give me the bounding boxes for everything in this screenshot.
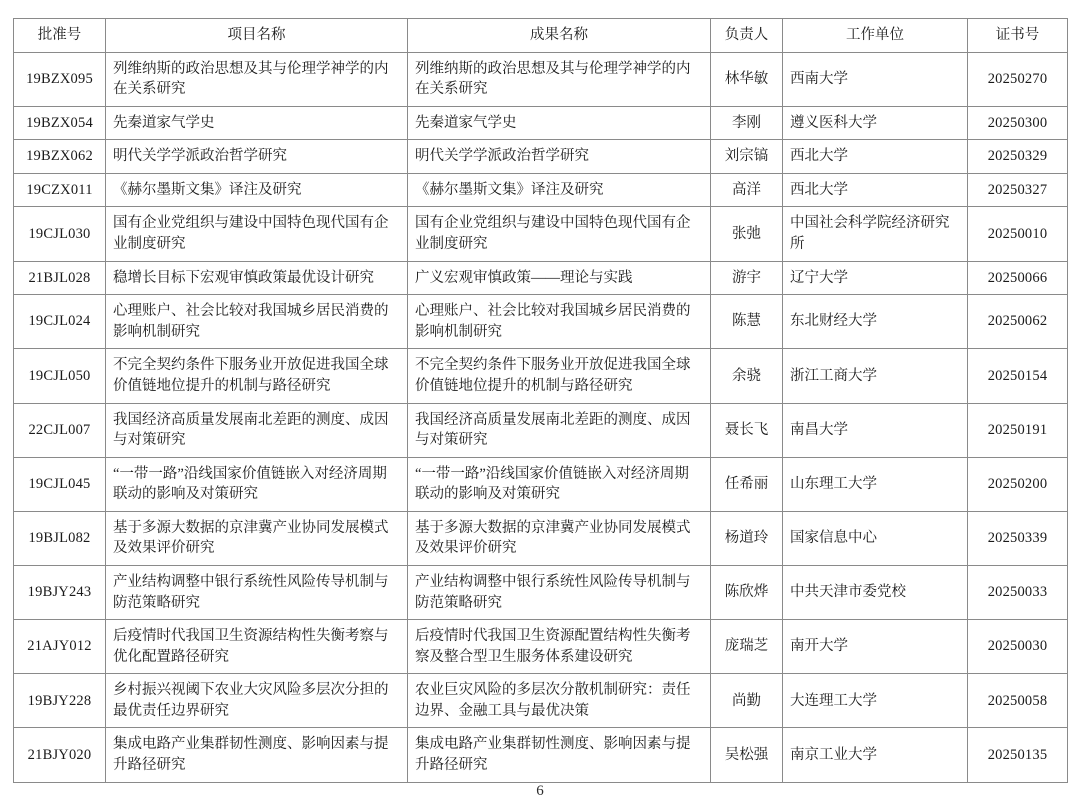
table-row: [14, 511, 1068, 565]
cell-leader: 吴松强: [711, 728, 783, 782]
table-row: [14, 728, 1068, 782]
table-row: [14, 52, 1068, 106]
cell-leader: 庞瑞芝: [711, 620, 783, 674]
cell-cert: 20250329: [968, 140, 1068, 174]
table-row: [14, 457, 1068, 511]
cell-unit: 西北大学: [783, 140, 968, 174]
cell-cert: 20250033: [968, 565, 1068, 619]
cell-unit: 辽宁大学: [783, 261, 968, 295]
cell-unit: 南京工业大学: [783, 728, 968, 782]
cell-result: 农业巨灾风险的多层次分散机制研究：责任边界、金融工具与最优决策: [408, 674, 711, 728]
cell-cert: 20250030: [968, 620, 1068, 674]
table-row: [14, 403, 1068, 457]
cell-leader: 张弛: [711, 207, 783, 261]
cell-unit: 南开大学: [783, 620, 968, 674]
cell-unit: 西北大学: [783, 173, 968, 207]
cell-leader: 高洋: [711, 173, 783, 207]
cell-approval: 21BJL028: [14, 261, 106, 295]
cell-cert: 20250154: [968, 349, 1068, 403]
table-row: [14, 349, 1068, 403]
cell-project: 乡村振兴视阈下农业大灾风险多层次分担的最优责任边界研究: [106, 674, 408, 728]
cell-project: 集成电路产业集群韧性测度、影响因素与提升路径研究: [106, 728, 408, 782]
cell-approval: 19BJL082: [14, 511, 106, 565]
cell-project: 稳增长目标下宏观审慎政策最优设计研究: [106, 261, 408, 295]
cell-project: 《赫尔墨斯文集》译注及研究: [106, 173, 408, 207]
table-row: [14, 620, 1068, 674]
cell-cert: 20250327: [968, 173, 1068, 207]
cell-result: 后疫情时代我国卫生资源配置结构性失衡考察及整合型卫生服务体系建设研究: [408, 620, 711, 674]
cell-unit: 东北财经大学: [783, 295, 968, 349]
cell-result: 列维纳斯的政治思想及其与伦理学神学的内在关系研究: [408, 52, 711, 106]
cell-project: 明代关学学派政治哲学研究: [106, 140, 408, 174]
cell-cert: 20250270: [968, 52, 1068, 106]
cell-unit: 遵义医科大学: [783, 106, 968, 140]
cell-leader: 陈慧: [711, 295, 783, 349]
cell-unit: 中共天津市委党校: [783, 565, 968, 619]
cell-leader: 林华敏: [711, 52, 783, 106]
cell-cert: 20250135: [968, 728, 1068, 782]
cell-leader: 游宇: [711, 261, 783, 295]
table-body: [14, 52, 1068, 782]
table-header-row: [14, 19, 1068, 53]
cell-leader: 任希丽: [711, 457, 783, 511]
cell-cert: 20250066: [968, 261, 1068, 295]
cell-unit: 大连理工大学: [783, 674, 968, 728]
cell-unit: 中国社会科学院经济研究所: [783, 207, 968, 261]
cell-cert: 20250300: [968, 106, 1068, 140]
table-row: [14, 674, 1068, 728]
cell-cert: 20250339: [968, 511, 1068, 565]
cell-approval: 22CJL007: [14, 403, 106, 457]
cell-result: 《赫尔墨斯文集》译注及研究: [408, 173, 711, 207]
cell-leader: 李刚: [711, 106, 783, 140]
cell-result: 不完全契约条件下服务业开放促进我国全球价值链地位提升的机制与路径研究: [408, 349, 711, 403]
cell-leader: 聂长飞: [711, 403, 783, 457]
cell-result: 我国经济高质量发展南北差距的测度、成因与对策研究: [408, 403, 711, 457]
cell-project: 我国经济高质量发展南北差距的测度、成因与对策研究: [106, 403, 408, 457]
cell-unit: 西南大学: [783, 52, 968, 106]
page-number: 6: [536, 783, 544, 799]
cell-approval: 19BJY228: [14, 674, 106, 728]
cell-result: 国有企业党组织与建设中国特色现代国有企业制度研究: [408, 207, 711, 261]
cell-approval: 19BZX095: [14, 52, 106, 106]
cell-result: 基于多源大数据的京津冀产业协同发展模式及效果评价研究: [408, 511, 711, 565]
cell-unit: 国家信息中心: [783, 511, 968, 565]
cell-leader: 余骁: [711, 349, 783, 403]
table-row: [14, 173, 1068, 207]
table-row: [14, 140, 1068, 174]
table-row: [14, 295, 1068, 349]
project-results-table: [13, 18, 1068, 783]
cell-approval: 19BZX062: [14, 140, 106, 174]
cell-cert: 20250058: [968, 674, 1068, 728]
cell-project: 后疫情时代我国卫生资源结构性失衡考察与优化配置路径研究: [106, 620, 408, 674]
cell-result: “一带一路”沿线国家价值链嵌入对经济周期联动的影响及对策研究: [408, 457, 711, 511]
column-header-leader: 负责人: [711, 19, 783, 53]
cell-project: 心理账户、社会比较对我国城乡居民消费的影响机制研究: [106, 295, 408, 349]
table-row: [14, 106, 1068, 140]
cell-approval: 19CJL050: [14, 349, 106, 403]
cell-cert: 20250010: [968, 207, 1068, 261]
cell-result: 集成电路产业集群韧性测度、影响因素与提升路径研究: [408, 728, 711, 782]
cell-approval: 21AJY012: [14, 620, 106, 674]
column-header-result-name: 成果名称: [408, 19, 711, 53]
table-row: [14, 565, 1068, 619]
cell-approval: 19CJL030: [14, 207, 106, 261]
cell-project: 基于多源大数据的京津冀产业协同发展模式及效果评价研究: [106, 511, 408, 565]
cell-result: 广义宏观审慎政策——理论与实践: [408, 261, 711, 295]
cell-result: 明代关学学派政治哲学研究: [408, 140, 711, 174]
cell-approval: 21BJY020: [14, 728, 106, 782]
cell-project: 产业结构调整中银行系统性风险传导机制与防范策略研究: [106, 565, 408, 619]
column-header-approval-no: 批准号: [14, 19, 106, 53]
cell-unit: 山东理工大学: [783, 457, 968, 511]
cell-project: 不完全契约条件下服务业开放促进我国全球价值链地位提升的机制与路径研究: [106, 349, 408, 403]
cell-result: 产业结构调整中银行系统性风险传导机制与防范策略研究: [408, 565, 711, 619]
cell-result: 先秦道家气学史: [408, 106, 711, 140]
cell-cert: 20250200: [968, 457, 1068, 511]
cell-approval: 19CJL024: [14, 295, 106, 349]
cell-unit: 南昌大学: [783, 403, 968, 457]
table-row: [14, 261, 1068, 295]
cell-cert: 20250191: [968, 403, 1068, 457]
cell-result: 心理账户、社会比较对我国城乡居民消费的影响机制研究: [408, 295, 711, 349]
cell-project: “一带一路”沿线国家价值链嵌入对经济周期联动的影响及对策研究: [106, 457, 408, 511]
cell-approval: 19BJY243: [14, 565, 106, 619]
cell-unit: 浙江工商大学: [783, 349, 968, 403]
cell-approval: 19CJL045: [14, 457, 106, 511]
cell-project: 先秦道家气学史: [106, 106, 408, 140]
column-header-certificate-no: 证书号: [968, 19, 1068, 53]
cell-leader: 陈欣烨: [711, 565, 783, 619]
column-header-work-unit: 工作单位: [783, 19, 968, 53]
table-header: [14, 19, 1068, 53]
cell-leader: 尚勤: [711, 674, 783, 728]
cell-project: 国有企业党组织与建设中国特色现代国有企业制度研究: [106, 207, 408, 261]
cell-approval: 19CZX011: [14, 173, 106, 207]
cell-approval: 19BZX054: [14, 106, 106, 140]
cell-cert: 20250062: [968, 295, 1068, 349]
cell-project: 列维纳斯的政治思想及其与伦理学神学的内在关系研究: [106, 52, 408, 106]
cell-leader: 杨道玲: [711, 511, 783, 565]
table-row: [14, 207, 1068, 261]
cell-leader: 刘宗镐: [711, 140, 783, 174]
column-header-project-name: 项目名称: [106, 19, 408, 53]
